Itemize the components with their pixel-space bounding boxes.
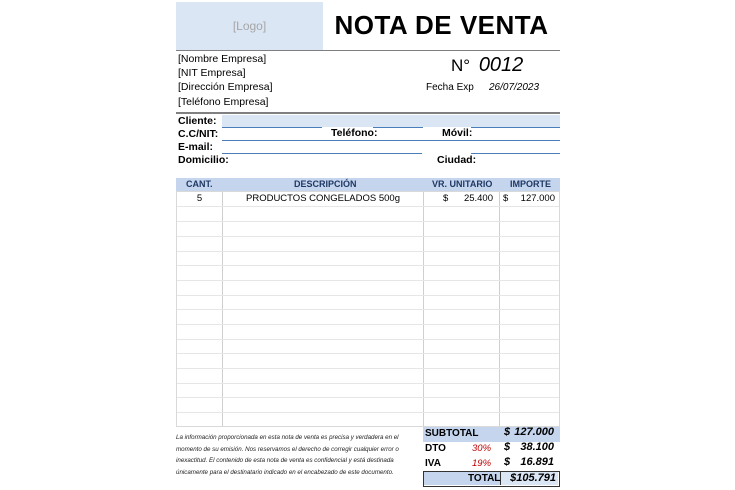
email-field[interactable] — [222, 140, 560, 141]
total-box — [423, 471, 560, 487]
mobile-label: Móvil: — [442, 127, 473, 139]
document-title: NOTA DE VENTA — [334, 10, 549, 40]
company-name[interactable]: [Nombre Empresa] — [178, 53, 267, 65]
company-info — [178, 52, 273, 109]
address-label: Domicilio: — [178, 154, 229, 166]
row-unit-price[interactable]: 25.400 — [463, 193, 493, 204]
col-qty: CANT. — [186, 179, 213, 189]
discount-label: DTO — [425, 443, 446, 454]
subtotal-currency: $ — [504, 426, 511, 438]
invoice-number — [451, 54, 523, 77]
company-nit[interactable]: [NIT Empresa] — [178, 67, 246, 80]
invoice-number-prefix: N° — [451, 56, 471, 75]
row-amount-currency: $ — [503, 193, 509, 204]
table-header — [176, 178, 560, 191]
company-phone[interactable]: [Teléfono Empresa] — [178, 95, 269, 108]
iva-label: IVA — [425, 458, 441, 469]
col-description: DESCRIPCIÓN — [294, 179, 357, 189]
date-label: Fecha Exp — [426, 82, 474, 93]
header-divider — [176, 50, 560, 51]
subtotal-label: SUBTOTAL — [425, 428, 479, 439]
email-label: E-mail: — [178, 141, 214, 153]
subtotal-value: 127.000 — [514, 426, 554, 438]
invoice-sheet — [176, 2, 560, 488]
client-label: Cliente: — [178, 115, 217, 127]
client-name-field[interactable] — [222, 115, 560, 127]
logo-placeholder: [Logo] — [176, 2, 323, 50]
row-description[interactable]: PRODUCTOS CONGELADOS 500g — [246, 193, 400, 204]
col-unit-price: VR. UNITARIO — [432, 179, 493, 189]
client-section — [176, 115, 560, 169]
col-amount: IMPORTE — [510, 179, 552, 189]
total-label: TOTAL — [468, 473, 501, 484]
iva-value: 16.891 — [520, 456, 554, 468]
disclaimer-text: La información proporcionada en esta nota de venta es precisa y verdadera en el momento de su emisión. Nos reservamos el derecho de corregir cualquier error o inexactitud. El contenido de esta nota de venta es confidencial y está destinada únicamente para el destinatario indicado en el encabezado de este documento. — [176, 434, 399, 476]
ccnit-field[interactable] — [222, 127, 322, 128]
items-table — [176, 191, 560, 427]
total-value: $105.791 — [510, 472, 556, 484]
ccnit-label: C.C/NIT: — [178, 128, 219, 140]
row-amount[interactable]: 127.000 — [520, 193, 555, 204]
city-label: Ciudad: — [437, 154, 477, 166]
date-value[interactable]: 26/07/2023 — [489, 82, 540, 93]
iva-percent[interactable]: 19% — [472, 458, 492, 469]
mobile-field[interactable] — [471, 127, 560, 128]
section-divider — [176, 112, 560, 114]
address-field[interactable] — [222, 153, 422, 154]
phone-field[interactable] — [373, 127, 423, 128]
row-qty[interactable]: 5 — [196, 193, 203, 204]
company-address[interactable]: [Dirección Empresa] — [178, 81, 273, 94]
phone-label: Teléfono: — [331, 127, 378, 139]
city-field[interactable] — [471, 153, 560, 154]
discount-currency: $ — [504, 441, 511, 453]
invoice-number-value[interactable]: 0012 — [478, 54, 524, 76]
iva-currency: $ — [504, 456, 511, 468]
discount-value: 38.100 — [520, 441, 554, 453]
discount-percent[interactable]: 30% — [472, 443, 492, 454]
row-unit-currency: $ — [443, 193, 449, 204]
